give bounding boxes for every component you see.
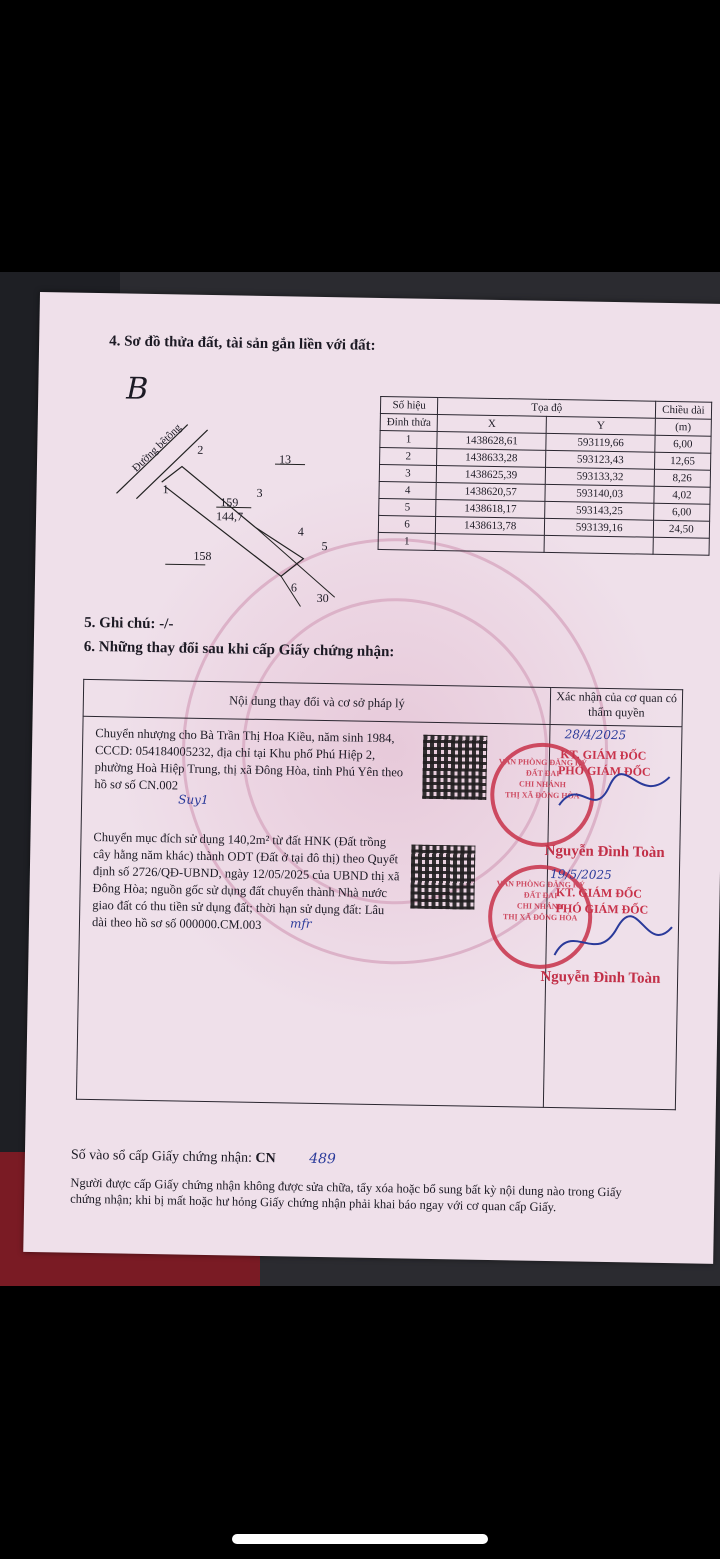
neighbor-parcel-30: 30 (316, 590, 329, 606)
neighbor-parcel-158: 158 (193, 548, 212, 564)
coord-cell-y: 593119,66 (546, 433, 655, 452)
coord-cell-pt: 3 (379, 464, 436, 482)
coord-cell-y: 593133,32 (545, 467, 654, 486)
home-indicator[interactable] (232, 1534, 488, 1544)
col-header-content: Nội dung thay đổi và cơ sở pháp lý (83, 679, 551, 724)
signer-name-1: Nguyễn Đình Toàn (544, 842, 665, 861)
parcel-area: 144,7 (215, 509, 244, 524)
coord-cell-x: 1438620,57 (436, 482, 545, 501)
title-pgd-2: PHÓ GIÁM ĐỐC (555, 901, 649, 917)
signer-name-2: Nguyễn Đình Toàn (540, 968, 661, 987)
book-number-row (71, 1147, 336, 1169)
coord-cell-x (435, 533, 544, 552)
section-6-title: 6. Những thay đổi sau khi cấp Giấy chứng nhận: (83, 638, 395, 661)
coord-cell-len (653, 537, 709, 555)
official-seal-2: VĂN PHÒNG ĐĂNG KÝ ĐẤT ĐAI CHI NHÁNH THỊ XÃ ĐÔNG HÒA (487, 864, 593, 970)
col-header-point-no: Số hiệu (380, 396, 437, 414)
col-header-x: X (437, 414, 546, 433)
title-kt-1: KT. GIÁM ĐỐC (560, 747, 647, 763)
coord-cell-y (544, 535, 653, 554)
entry-2-handwriting: mfr (289, 916, 312, 931)
vertex-2-label: 2 (197, 442, 204, 457)
coord-cell-len: 8,26 (654, 469, 710, 487)
coord-cell-len: 6,00 (655, 435, 711, 453)
book-number-handwriting: 489 (309, 1150, 337, 1168)
section-5-title: 5. Ghi chú: -/- (84, 614, 174, 633)
col-header-unit: (m) (655, 418, 711, 436)
section-4-title: 4. Sơ đồ thửa đất, tài sản gắn liền với đất: (109, 333, 376, 354)
col-header-y: Y (546, 416, 655, 435)
book-number-label: Số vào sổ cấp Giấy chứng nhận: (70, 1147, 253, 1166)
vertex-3-label: 3 (256, 485, 263, 500)
coord-cell-len: 6,00 (654, 503, 710, 521)
coord-cell-pt: 1 (378, 532, 435, 550)
neighbor-parcel-13: 13 (278, 452, 292, 467)
certificate-page (23, 292, 720, 1264)
qr-code-1 (422, 735, 487, 800)
coord-cell-x: 1438633,28 (437, 448, 546, 467)
col-header-confirm: Xác nhận của cơ quan có thẩm quyền (550, 687, 682, 726)
road-label: Đường bêtông (130, 421, 184, 475)
col-header-length: Chiều dài (656, 401, 712, 419)
qr-code-2 (410, 845, 475, 910)
vertex-6-label: 6 (290, 580, 298, 595)
coord-cell-y: 593143,25 (545, 501, 654, 520)
coord-cell-pt: 5 (379, 498, 436, 516)
official-seal-1: VĂN PHÒNG ĐĂNG KÝ ĐẤT ĐAI CHI NHÁNH THỊ XÃ ĐÔNG HÒA (489, 742, 595, 848)
coord-cell-x: 1438625,39 (436, 465, 545, 484)
vertex-5-label: 5 (321, 538, 328, 554)
signature-2 (546, 905, 677, 977)
col-header-vertex: Đỉnh thửa (380, 413, 437, 431)
coord-cell-x: 1438618,17 (436, 499, 545, 518)
parcel-number: 159 (220, 495, 239, 510)
coord-cell-x: 1438613,78 (436, 516, 545, 535)
parcel-sketch (105, 403, 378, 608)
coord-cell-y: 593140,03 (545, 484, 654, 503)
confirm-date-2: 19/5/2025 (550, 866, 612, 883)
coord-cell-len: 24,50 (653, 520, 709, 538)
change-entry-1: Chuyển nhượng cho Bà Trần Thị Hoa Kiều, năm sinh 1984, CCCD: 054184005232, địa chỉ tại Khu phố Phú Hiệp 2, phường Hoà Hiệp Trung, thị xã Đông Hòa, tỉnh Phú Yên theo hồ sơ số CN.002 (94, 726, 404, 793)
coord-cell-y: 593139,16 (544, 518, 653, 537)
change-entry-2: Chuyển mục đích sử dụng 140,2m² từ đất HNK (Đất trồng cây hằng năm khác) thành ODT (Đất ở tại đô thị) theo Quyết định số 2726/QĐ-UBND, ngày 12/05/2025 của UBND thị xã Đông Hòa; nguồn gốc sử dụng đất chuyển thành Nhà nước giao đất có thu tiền sử dụng đất; thời hạn sử dụng đất: Lâu dài theo hồ sơ số 000000.CM.003 (91, 830, 400, 932)
coord-cell-pt: 1 (380, 430, 437, 448)
vertex-4-label: 4 (297, 524, 304, 539)
photo-frame (0, 272, 720, 1286)
vertex-coordinates-table (378, 396, 712, 556)
title-pgd-1: PHÓ GIÁM ĐỐC (557, 763, 651, 779)
entry-1-handwriting: Suy1 (178, 792, 209, 808)
coord-cell-pt: 4 (379, 481, 436, 499)
coord-cell-pt: 6 (378, 515, 435, 533)
changes-table (76, 679, 683, 1110)
north-arrow-icon: B (126, 371, 149, 407)
title-kt-2: KT. GIÁM ĐỐC (555, 885, 643, 901)
coord-cell-pt: 2 (380, 447, 437, 465)
col-header-coords: Tọa độ (438, 397, 656, 418)
coord-cell-x: 1438628,61 (437, 431, 546, 450)
footer-notice: Người được cấp Giấy chứng nhận không được sửa chữa, tẩy xóa hoặc bổ sung bất kỳ nội dung nào trong Giấy chứng nhận; khi bị mất hoặc hư hỏng Giấy chứng nhận phải khai báo ngay với cơ quan cấp Giấy. (70, 1175, 622, 1215)
coord-cell-len: 12,65 (655, 452, 711, 470)
signature-1 (549, 765, 680, 827)
book-number-prefix: CN (255, 1150, 276, 1167)
coord-cell-y: 593123,43 (546, 450, 655, 469)
coord-cell-len: 4,02 (654, 486, 710, 504)
confirm-date-1: 28/4/2025 (564, 727, 627, 743)
vertex-1-label: 1 (162, 482, 169, 497)
